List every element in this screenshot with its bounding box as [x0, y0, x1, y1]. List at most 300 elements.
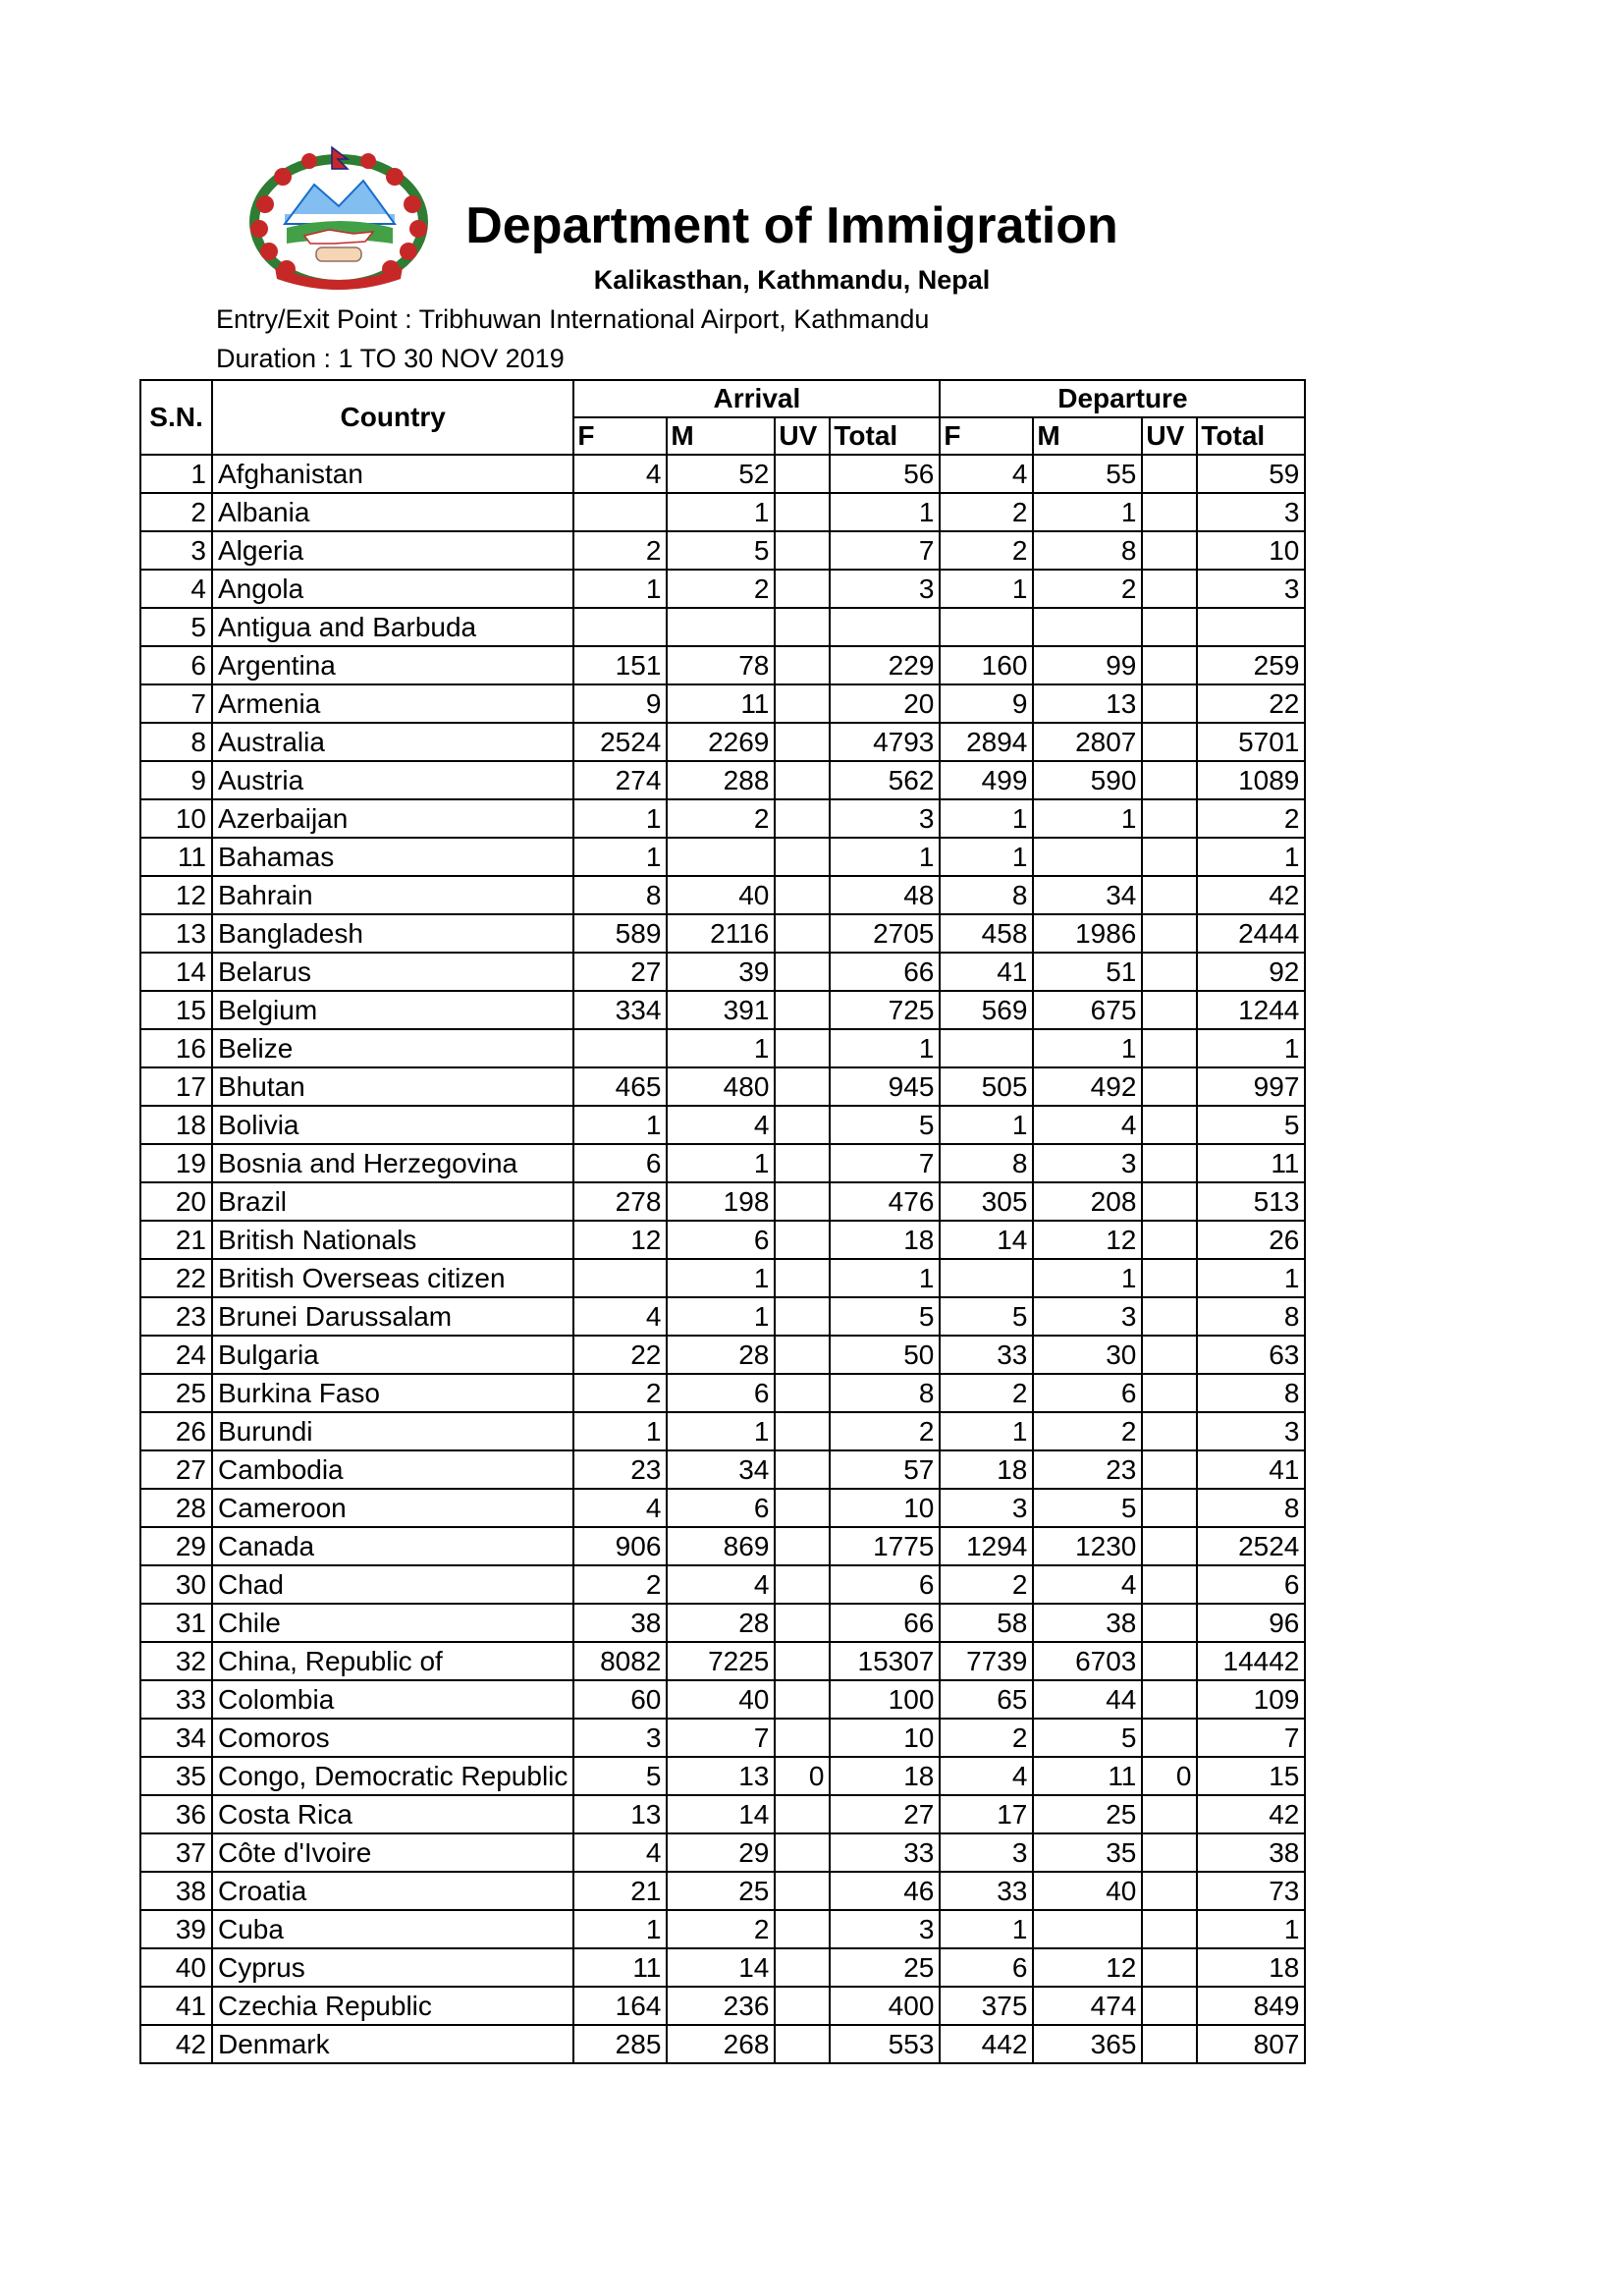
- cell-country: Belgium: [212, 991, 573, 1029]
- cell-departure-uv: [1142, 2025, 1197, 2063]
- cell-country: Afghanistan: [212, 455, 573, 493]
- cell-departure-uv: [1142, 1106, 1197, 1144]
- cell-departure-m: 8: [1033, 531, 1142, 570]
- cell-departure-f: 3: [940, 1833, 1033, 1872]
- table-row: [140, 1412, 1305, 1450]
- table-row: [140, 1719, 1305, 1757]
- cell-arrival-uv: [775, 953, 830, 991]
- cell-arrival-m: 5: [667, 531, 775, 570]
- cell-arrival-m: 25: [667, 1872, 775, 1910]
- cell-sn: 2: [140, 493, 212, 531]
- cell-arrival-total: 2: [830, 1412, 940, 1450]
- table-row: [140, 1259, 1305, 1297]
- cell-arrival-f: 278: [573, 1182, 667, 1221]
- cell-arrival-m: 391: [667, 991, 775, 1029]
- cell-departure-f: 505: [940, 1067, 1033, 1106]
- table-row: [140, 1336, 1305, 1374]
- cell-departure-total: 109: [1197, 1680, 1305, 1719]
- cell-departure-total: 26: [1197, 1221, 1305, 1259]
- cell-sn: 36: [140, 1795, 212, 1833]
- cell-country: Bhutan: [212, 1067, 573, 1106]
- cell-arrival-f: 21: [573, 1872, 667, 1910]
- cell-arrival-total: 15307: [830, 1642, 940, 1680]
- table-row: [140, 799, 1305, 838]
- cell-departure-m: 99: [1033, 646, 1142, 684]
- table-row: [140, 1297, 1305, 1336]
- table-row: [140, 1489, 1305, 1527]
- cell-arrival-f: 1: [573, 570, 667, 608]
- cell-departure-m: 1: [1033, 1029, 1142, 1067]
- column-group-departure: Departure: [940, 380, 1305, 417]
- cell-departure-m: 35: [1033, 1833, 1142, 1872]
- cell-country: Bosnia and Herzegovina: [212, 1144, 573, 1182]
- cell-country: Algeria: [212, 531, 573, 570]
- cell-arrival-uv: [775, 1833, 830, 1872]
- cell-country: British Overseas citizen: [212, 1259, 573, 1297]
- cell-departure-f: 65: [940, 1680, 1033, 1719]
- office-address: Kalikasthan, Kathmandu, Nepal: [593, 265, 991, 295]
- cell-arrival-uv: [775, 1948, 830, 1987]
- cell-departure-total: 96: [1197, 1604, 1305, 1642]
- cell-arrival-m: 52: [667, 455, 775, 493]
- cell-arrival-m: 236: [667, 1987, 775, 2025]
- cell-departure-total: 22: [1197, 684, 1305, 723]
- cell-departure-m: 1986: [1033, 914, 1142, 953]
- cell-arrival-f: 2: [573, 1565, 667, 1604]
- cell-departure-m: 44: [1033, 1680, 1142, 1719]
- cell-arrival-uv: [775, 1182, 830, 1221]
- cell-arrival-m: 7225: [667, 1642, 775, 1680]
- table-row: [140, 455, 1305, 493]
- cell-departure-f: 17: [940, 1795, 1033, 1833]
- cell-departure-m: 492: [1033, 1067, 1142, 1106]
- cell-country: Canada: [212, 1527, 573, 1565]
- cell-arrival-uv: [775, 1029, 830, 1067]
- table-row: [140, 723, 1305, 761]
- cell-departure-total: 1089: [1197, 761, 1305, 799]
- cell-arrival-uv: [775, 646, 830, 684]
- cell-departure-m: 590: [1033, 761, 1142, 799]
- table-row: [140, 1374, 1305, 1412]
- cell-arrival-m: 198: [667, 1182, 775, 1221]
- cell-arrival-f: 8: [573, 876, 667, 914]
- cell-arrival-uv: [775, 1910, 830, 1948]
- table-row: [140, 876, 1305, 914]
- table-row: [140, 608, 1305, 646]
- cell-arrival-total: 1775: [830, 1527, 940, 1565]
- table-row: [140, 838, 1305, 876]
- cell-sn: 8: [140, 723, 212, 761]
- cell-departure-m: 365: [1033, 2025, 1142, 2063]
- cell-departure-m: 1: [1033, 799, 1142, 838]
- cell-departure-total: 1: [1197, 1910, 1305, 1948]
- cell-country: Chad: [212, 1565, 573, 1604]
- cell-country: Comoros: [212, 1719, 573, 1757]
- cell-departure-f: 4: [940, 455, 1033, 493]
- cell-departure-f: 1: [940, 1106, 1033, 1144]
- cell-departure-total: 1: [1197, 1029, 1305, 1067]
- cell-arrival-m: 1: [667, 1144, 775, 1182]
- cell-departure-m: 4: [1033, 1106, 1142, 1144]
- table-row: [140, 991, 1305, 1029]
- cell-arrival-uv: [775, 1680, 830, 1719]
- cell-departure-f: [940, 1259, 1033, 1297]
- cell-sn: 18: [140, 1106, 212, 1144]
- cell-country: Congo, Democratic Republic: [212, 1757, 573, 1795]
- table-row: [140, 953, 1305, 991]
- cell-arrival-uv: [775, 1067, 830, 1106]
- report-duration: Duration : 1 TO 30 NOV 2019: [216, 344, 565, 373]
- cell-arrival-total: 3: [830, 799, 940, 838]
- cell-departure-f: 8: [940, 876, 1033, 914]
- cell-departure-uv: [1142, 646, 1197, 684]
- cell-arrival-m: 6: [667, 1489, 775, 1527]
- cell-departure-uv: [1142, 799, 1197, 838]
- cell-departure-f: 1: [940, 1412, 1033, 1450]
- cell-departure-total: 92: [1197, 953, 1305, 991]
- cell-arrival-f: [573, 493, 667, 531]
- cell-arrival-f: [573, 1259, 667, 1297]
- table-row: [140, 1604, 1305, 1642]
- cell-arrival-f: 1: [573, 799, 667, 838]
- table-row: [140, 570, 1305, 608]
- table-row: [140, 493, 1305, 531]
- cell-departure-f: 442: [940, 2025, 1033, 2063]
- column-header-departure-f: F: [940, 417, 1033, 455]
- cell-sn: 26: [140, 1412, 212, 1450]
- cell-arrival-f: 12: [573, 1221, 667, 1259]
- cell-sn: 31: [140, 1604, 212, 1642]
- cell-arrival-uv: [775, 1259, 830, 1297]
- cell-departure-f: 7739: [940, 1642, 1033, 1680]
- cell-arrival-total: 18: [830, 1757, 940, 1795]
- column-header-country: Country: [212, 380, 573, 455]
- cell-sn: 11: [140, 838, 212, 876]
- cell-departure-m: 5: [1033, 1489, 1142, 1527]
- table-row: [140, 1795, 1305, 1833]
- cell-country: Colombia: [212, 1680, 573, 1719]
- cell-departure-f: 499: [940, 761, 1033, 799]
- cell-arrival-f: 1: [573, 1412, 667, 1450]
- cell-sn: 39: [140, 1910, 212, 1948]
- cell-sn: 25: [140, 1374, 212, 1412]
- cell-arrival-m: 28: [667, 1604, 775, 1642]
- cell-arrival-uv: [775, 493, 830, 531]
- cell-arrival-total: 66: [830, 953, 940, 991]
- cell-arrival-total: 46: [830, 1872, 940, 1910]
- cell-sn: 3: [140, 531, 212, 570]
- cell-departure-uv: [1142, 1450, 1197, 1489]
- cell-departure-uv: [1142, 684, 1197, 723]
- cell-departure-m: 25: [1033, 1795, 1142, 1833]
- cell-arrival-total: 725: [830, 991, 940, 1029]
- cell-departure-uv: [1142, 1987, 1197, 2025]
- cell-departure-f: 33: [940, 1872, 1033, 1910]
- table-row: [140, 684, 1305, 723]
- cell-departure-f: 375: [940, 1987, 1033, 2025]
- table-row: [140, 1948, 1305, 1987]
- cell-arrival-f: 1: [573, 838, 667, 876]
- cell-arrival-total: 1: [830, 493, 940, 531]
- cell-arrival-total: 7: [830, 1144, 940, 1182]
- cell-arrival-total: 1: [830, 1259, 940, 1297]
- cell-arrival-uv: [775, 1987, 830, 2025]
- entry-exit-point: Entry/Exit Point : Tribhuwan International Airport, Kathmandu: [216, 304, 930, 334]
- cell-arrival-m: [667, 838, 775, 876]
- cell-arrival-m: 1: [667, 1029, 775, 1067]
- cell-arrival-f: 151: [573, 646, 667, 684]
- cell-departure-m: 208: [1033, 1182, 1142, 1221]
- cell-arrival-total: 48: [830, 876, 940, 914]
- cell-departure-f: 33: [940, 1336, 1033, 1374]
- cell-arrival-total: 562: [830, 761, 940, 799]
- cell-arrival-m: 28: [667, 1336, 775, 1374]
- table-row: [140, 1221, 1305, 1259]
- cell-country: Cyprus: [212, 1948, 573, 1987]
- cell-country: Brazil: [212, 1182, 573, 1221]
- cell-sn: 32: [140, 1642, 212, 1680]
- cell-departure-f: 569: [940, 991, 1033, 1029]
- cell-arrival-f: 4: [573, 1833, 667, 1872]
- cell-sn: 35: [140, 1757, 212, 1795]
- cell-sn: 42: [140, 2025, 212, 2063]
- cell-arrival-f: [573, 608, 667, 646]
- cell-country: Cambodia: [212, 1450, 573, 1489]
- cell-arrival-m: 40: [667, 1680, 775, 1719]
- cell-departure-uv: [1142, 493, 1197, 531]
- table-row: [140, 1680, 1305, 1719]
- cell-departure-total: [1197, 608, 1305, 646]
- column-header-departure-total: Total: [1197, 417, 1305, 455]
- cell-departure-total: 59: [1197, 455, 1305, 493]
- cell-departure-f: 18: [940, 1450, 1033, 1489]
- cell-arrival-f: 164: [573, 1987, 667, 2025]
- cell-arrival-uv: [775, 1297, 830, 1336]
- cell-departure-f: 58: [940, 1604, 1033, 1642]
- cell-departure-uv: [1142, 1259, 1197, 1297]
- cell-sn: 4: [140, 570, 212, 608]
- cell-arrival-total: 5: [830, 1297, 940, 1336]
- cell-sn: 34: [140, 1719, 212, 1757]
- table-row: [140, 1642, 1305, 1680]
- cell-departure-total: 259: [1197, 646, 1305, 684]
- cell-departure-uv: [1142, 1374, 1197, 1412]
- cell-departure-f: 458: [940, 914, 1033, 953]
- cell-country: Argentina: [212, 646, 573, 684]
- column-header-sn: S.N.: [140, 380, 212, 455]
- cell-sn: 22: [140, 1259, 212, 1297]
- cell-departure-total: 2524: [1197, 1527, 1305, 1565]
- table-header-row-groups: [140, 380, 1305, 417]
- cell-sn: 27: [140, 1450, 212, 1489]
- cell-arrival-total: 3: [830, 1910, 940, 1948]
- cell-departure-total: 3: [1197, 493, 1305, 531]
- cell-departure-uv: [1142, 1872, 1197, 1910]
- cell-departure-m: 1: [1033, 493, 1142, 531]
- table-row: [140, 1450, 1305, 1489]
- cell-arrival-m: 4: [667, 1565, 775, 1604]
- cell-departure-uv: [1142, 1144, 1197, 1182]
- cell-arrival-total: 27: [830, 1795, 940, 1833]
- cell-departure-total: 1244: [1197, 991, 1305, 1029]
- table-row: [140, 1987, 1305, 2025]
- cell-arrival-m: 480: [667, 1067, 775, 1106]
- cell-arrival-total: 6: [830, 1565, 940, 1604]
- cell-arrival-total: 57: [830, 1450, 940, 1489]
- cell-departure-total: 6: [1197, 1565, 1305, 1604]
- cell-arrival-uv: [775, 1374, 830, 1412]
- cell-sn: 5: [140, 608, 212, 646]
- cell-country: Austria: [212, 761, 573, 799]
- cell-departure-total: 997: [1197, 1067, 1305, 1106]
- cell-arrival-f: 906: [573, 1527, 667, 1565]
- cell-arrival-m: 2: [667, 799, 775, 838]
- cell-sn: 30: [140, 1565, 212, 1604]
- cell-sn: 19: [140, 1144, 212, 1182]
- cell-departure-uv: [1142, 953, 1197, 991]
- cell-arrival-uv: [775, 838, 830, 876]
- cell-arrival-total: 56: [830, 455, 940, 493]
- table-row: [140, 1910, 1305, 1948]
- cell-departure-m: 51: [1033, 953, 1142, 991]
- cell-country: Angola: [212, 570, 573, 608]
- cell-arrival-uv: [775, 455, 830, 493]
- cell-arrival-total: 553: [830, 2025, 940, 2063]
- cell-arrival-f: 2: [573, 1374, 667, 1412]
- cell-departure-m: 1: [1033, 1259, 1142, 1297]
- cell-departure-uv: [1142, 1642, 1197, 1680]
- cell-arrival-m: 2269: [667, 723, 775, 761]
- cell-arrival-m: 34: [667, 1450, 775, 1489]
- cell-sn: 17: [140, 1067, 212, 1106]
- cell-departure-uv: [1142, 608, 1197, 646]
- cell-departure-f: 1: [940, 838, 1033, 876]
- cell-departure-total: 41: [1197, 1450, 1305, 1489]
- column-header-arrival-f: F: [573, 417, 667, 455]
- cell-departure-f: 2: [940, 531, 1033, 570]
- cell-arrival-uv: [775, 1106, 830, 1144]
- cell-departure-uv: [1142, 1182, 1197, 1221]
- cell-arrival-m: 40: [667, 876, 775, 914]
- cell-arrival-total: 66: [830, 1604, 940, 1642]
- cell-departure-total: 1: [1197, 1259, 1305, 1297]
- cell-sn: 37: [140, 1833, 212, 1872]
- cell-country: Australia: [212, 723, 573, 761]
- cell-arrival-m: 6: [667, 1221, 775, 1259]
- cell-departure-total: 18: [1197, 1948, 1305, 1987]
- cell-country: Bulgaria: [212, 1336, 573, 1374]
- cell-arrival-f: 11: [573, 1948, 667, 1987]
- cell-arrival-f: 4: [573, 455, 667, 493]
- cell-arrival-total: 3: [830, 570, 940, 608]
- cell-departure-uv: [1142, 1680, 1197, 1719]
- cell-country: Denmark: [212, 2025, 573, 2063]
- cell-sn: 15: [140, 991, 212, 1029]
- cell-departure-uv: [1142, 1948, 1197, 1987]
- cell-departure-m: 2: [1033, 570, 1142, 608]
- cell-departure-uv: [1142, 1221, 1197, 1259]
- cell-arrival-uv: [775, 1719, 830, 1757]
- cell-arrival-f: 27: [573, 953, 667, 991]
- cell-departure-f: 2: [940, 1719, 1033, 1757]
- cell-sn: 20: [140, 1182, 212, 1221]
- cell-arrival-m: 2: [667, 1910, 775, 1948]
- cell-departure-m: 34: [1033, 876, 1142, 914]
- cell-departure-total: 14442: [1197, 1642, 1305, 1680]
- cell-arrival-uv: [775, 1450, 830, 1489]
- cell-departure-uv: [1142, 1489, 1197, 1527]
- cell-country: Armenia: [212, 684, 573, 723]
- cell-departure-m: 3: [1033, 1144, 1142, 1182]
- cell-arrival-m: 2116: [667, 914, 775, 953]
- cell-arrival-uv: [775, 684, 830, 723]
- cell-arrival-total: 50: [830, 1336, 940, 1374]
- cell-sn: 23: [140, 1297, 212, 1336]
- cell-departure-uv: [1142, 1795, 1197, 1833]
- cell-arrival-m: 2: [667, 570, 775, 608]
- cell-arrival-uv: [775, 531, 830, 570]
- cell-departure-uv: [1142, 1527, 1197, 1565]
- cell-departure-f: 2: [940, 493, 1033, 531]
- cell-departure-f: 305: [940, 1182, 1033, 1221]
- cell-arrival-uv: 0: [775, 1757, 830, 1795]
- cell-sn: 41: [140, 1987, 212, 2025]
- cell-departure-total: 63: [1197, 1336, 1305, 1374]
- cell-arrival-uv: [775, 1872, 830, 1910]
- cell-arrival-uv: [775, 1604, 830, 1642]
- cell-arrival-f: 13: [573, 1795, 667, 1833]
- cell-departure-m: 23: [1033, 1450, 1142, 1489]
- cell-departure-f: 3: [940, 1489, 1033, 1527]
- cell-arrival-total: 100: [830, 1680, 940, 1719]
- cell-arrival-uv: [775, 723, 830, 761]
- cell-arrival-f: 5: [573, 1757, 667, 1795]
- cell-departure-m: [1033, 1910, 1142, 1948]
- cell-arrival-f: 285: [573, 2025, 667, 2063]
- cell-country: Bahamas: [212, 838, 573, 876]
- cell-arrival-total: 2705: [830, 914, 940, 953]
- table-row: [140, 914, 1305, 953]
- immigration-statistics-table: [139, 379, 1306, 2064]
- cell-departure-m: 40: [1033, 1872, 1142, 1910]
- cell-arrival-uv: [775, 876, 830, 914]
- column-header-arrival-m: M: [667, 417, 775, 455]
- cell-departure-uv: [1142, 838, 1197, 876]
- cell-departure-f: 8: [940, 1144, 1033, 1182]
- table-row: [140, 1144, 1305, 1182]
- cell-departure-total: 7: [1197, 1719, 1305, 1757]
- cell-arrival-uv: [775, 608, 830, 646]
- cell-departure-total: 5701: [1197, 723, 1305, 761]
- cell-departure-uv: [1142, 1067, 1197, 1106]
- cell-departure-uv: [1142, 1604, 1197, 1642]
- cell-departure-uv: [1142, 761, 1197, 799]
- cell-arrival-uv: [775, 1489, 830, 1527]
- cell-arrival-f: 4: [573, 1297, 667, 1336]
- table-row: [140, 2025, 1305, 2063]
- cell-country: Chile: [212, 1604, 573, 1642]
- cell-arrival-total: 10: [830, 1719, 940, 1757]
- cell-arrival-m: 268: [667, 2025, 775, 2063]
- cell-departure-total: 8: [1197, 1489, 1305, 1527]
- cell-country: Czechia Republic: [212, 1987, 573, 2025]
- cell-country: China, Republic of: [212, 1642, 573, 1680]
- cell-arrival-total: 945: [830, 1067, 940, 1106]
- table-row: [140, 1757, 1305, 1795]
- cell-departure-uv: [1142, 1565, 1197, 1604]
- cell-departure-m: 6703: [1033, 1642, 1142, 1680]
- cell-departure-total: 42: [1197, 1795, 1305, 1833]
